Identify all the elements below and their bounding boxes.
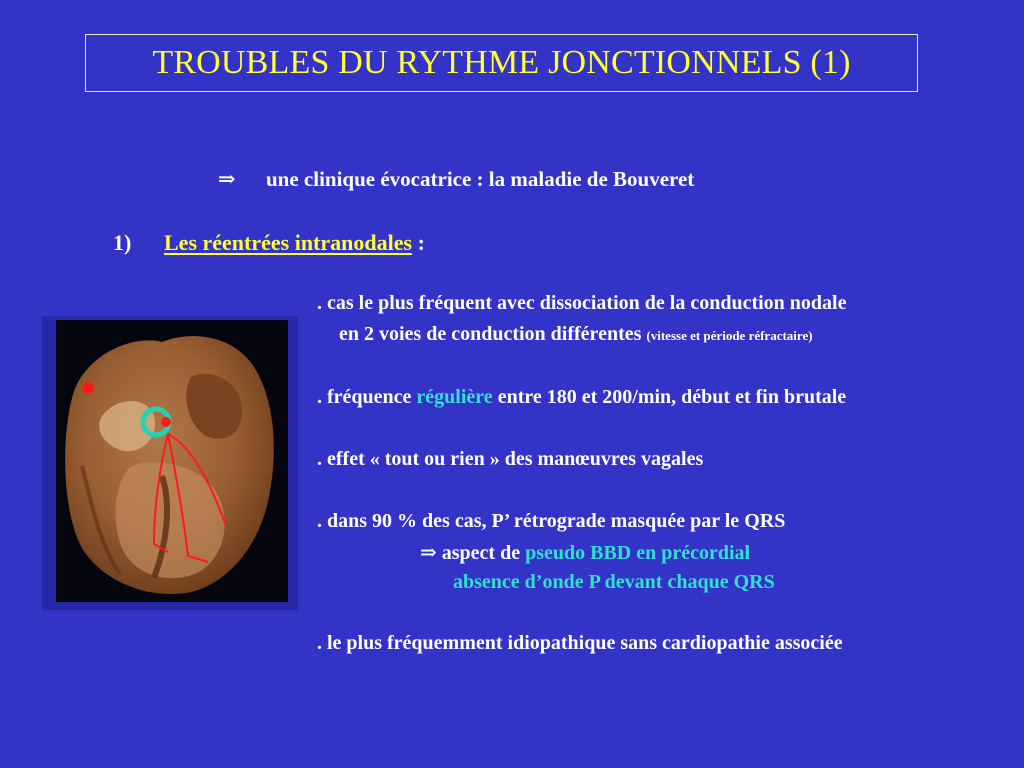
bullet-5: . le plus fréquemment idiopathique sans cardiopathie associée [317,632,843,654]
section-heading: Les réentrées intranodales [164,230,413,255]
bullet-2-highlight: régulière [416,386,493,408]
section-heading-row [113,230,425,256]
bullet-2 [317,386,846,409]
heart-image [42,316,298,610]
bullet-2-post: entre 180 et 200/min, début et fin brutale [492,386,847,408]
bullet-1-note: (vitesse et période réfractaire) [646,328,813,343]
bullet-4-sub-pre: aspect de [436,542,526,564]
bullet-1-line-2 [339,323,813,346]
bullet-4-sub-1 [420,540,750,565]
bullet-1-line-1: . cas le plus fréquent avec dissociation de la conduction nodale [317,292,847,314]
heart-section-icon [42,316,298,610]
subtitle-text: une clinique évocatrice : la maladie de Bouveret [266,167,695,191]
bullet-4-sub-highlight: pseudo BBD en précordial [525,542,751,564]
section-colon: : [412,230,425,255]
bullet-4-sub-2: absence d’onde P devant chaque QRS [453,571,775,593]
bullet-2-pre: . fréquence [317,386,417,408]
slide-title-box [85,34,918,92]
bullet-1-text: en 2 voies de conduction différentes [339,323,642,345]
subtitle [218,166,694,192]
slide-title: TROUBLES DU RYTHME JONCTIONNELS (1) [152,44,851,81]
implies-arrow-icon: ⇒ [420,542,437,564]
section-number: 1) [113,230,132,255]
bullet-3: . effet « tout ou rien » des manœuvres vagales [317,448,704,470]
bullet-4: . dans 90 % des cas, P’ rétrograde masquée par le QRS [317,510,786,532]
implies-arrow-icon: ⇒ [218,167,236,191]
